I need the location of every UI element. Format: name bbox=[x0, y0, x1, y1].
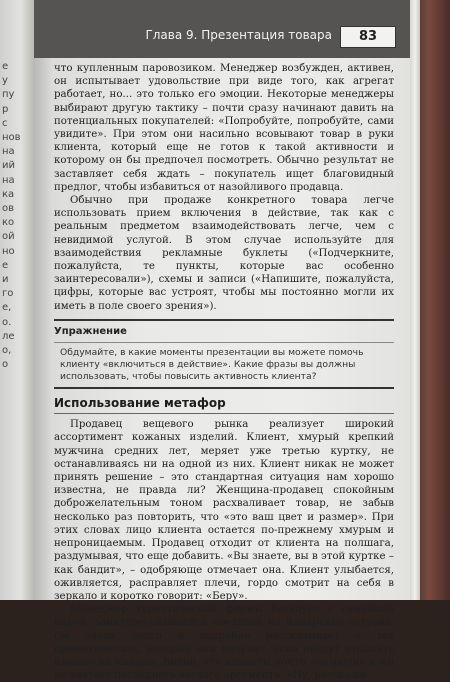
left-page-text-fragment: го bbox=[2, 288, 14, 300]
left-page-text-fragment: ка bbox=[2, 188, 15, 200]
left-page-text-fragment: но bbox=[2, 245, 15, 257]
left-page-text-fragment: о bbox=[2, 359, 9, 371]
left-page-text-fragment: о. bbox=[2, 316, 12, 328]
page-stack-edge bbox=[410, 0, 420, 600]
previous-page-edge bbox=[0, 0, 34, 600]
section-title: Использование метафор bbox=[54, 397, 394, 414]
left-page-text-fragment: на bbox=[2, 146, 15, 158]
paragraph: что купленным паровозиком. Менеджер возбужден, активен, он испытывает удовольствие при виде того, как агрегат работает, но... это только его эмоции. Некоторые менеджеры выбирают другую тактику – почти сразу начинают давить на потенциальных покупателей: «Попробуйте, попробуйте, сами увидите». При этом они насильно всовывают товар в руки клиента, который еще не готов к такой активности и которому он бы предпочел посмотреть. Обычно результат не заставляет себя ждать – покупатель ищет благовидный предлог, чтобы избавиться от назойливого продавца. bbox=[54, 63, 394, 193]
left-page-text-fragment: о, bbox=[2, 345, 12, 356]
left-page-text-fragment: на bbox=[2, 174, 15, 186]
page-header bbox=[34, 0, 410, 58]
left-page-text-fragment: ой bbox=[2, 231, 15, 243]
left-page-text-fragment: с bbox=[2, 117, 8, 129]
left-page-text-fragment: р bbox=[2, 103, 9, 115]
left-page-text-fragment: у bbox=[2, 75, 8, 87]
left-page-text-fragment: ов bbox=[2, 203, 15, 214]
left-page-text-fragment: е bbox=[2, 259, 9, 271]
page-number: 83 bbox=[340, 26, 396, 48]
exercise-label: Упражнение bbox=[54, 325, 127, 337]
paragraph: Менеджер туристической фирмы беседует с семейной парой, заинтересовавшейся поездкой на Канарские острова. Он очень долго и подробно рассказывает о тех преимуществах, которые они получат, если поедут отдыхать именно на Канары. Видно, что клиенты почти «созрели» и им не хватает последнего веского аргумента. «Ну, расскажи- bbox=[54, 604, 394, 682]
chapter-title: Глава 9. Презентация товара bbox=[145, 28, 332, 42]
exercise-box bbox=[54, 319, 394, 389]
left-page-text-fragment: ко bbox=[2, 217, 15, 229]
page-body bbox=[54, 62, 394, 682]
left-page-text-fragment: и bbox=[2, 274, 9, 285]
exercise-text: Обдумайте, в какие моменты презентации вы можете помочь клиенту «включиться в действие». Какие фразы вы должны использовать, чтобы повысить активность клиента? bbox=[54, 342, 394, 389]
left-page-text-fragment: пу bbox=[2, 89, 15, 101]
left-page-text-fragment: ле bbox=[2, 330, 15, 342]
book-cover-edge bbox=[420, 0, 450, 600]
left-page-text-fragment: е, bbox=[2, 302, 12, 314]
left-page-text-fragment: нов bbox=[2, 132, 21, 143]
paragraph: Продавец вещевого рынка реализует широкий ассортимент кожаных изделий. Клиент, хмурый крепкий мужчина средних лет, меряет уже третью куртку, не останавливаясь ни на одной из них. Клиент никак не может принять решение – это стандартная ситуация нам хорошо известна, не правда ли? Женщина-продавец спокойным доброжелательным тоном расхваливает товар, не забыв несколько раз повторить, что «это ваш цвет и размер». При этих словах лицо клиента остается по-прежнему хмурым и непроницаемым. Продавец отходит от клиента на полшага, раздумывая, что еще добавить. «Вы знаете, вы в этой куртке – как бандит», – одобряюще отмечает она. Клиент улыбается, оживляется, расправляет плечи, гордо смотрит на себя в зеркало и коротко говорит: «Беру». bbox=[54, 419, 394, 602]
left-page-text-fragment: ий bbox=[2, 160, 15, 172]
left-page-text-fragment: е bbox=[2, 61, 9, 72]
paragraph: Обычно при продаже конкретного товара легче использовать прием включения в действие, так как с реальным предметом взаимодействовать легче, чем с невидимой услугой. В этом случае используйте для взаимодействия рекламные буклеты («Подчеркните, пожалуйста, те пункты, которые вас особенно заинтересовали»), схемы и записи («Напишите, пожалуйста, цифры, которые вас устроят, чтобы мы постоянно могли их иметь в поле своего зрения»). bbox=[54, 195, 394, 312]
book-page bbox=[34, 0, 410, 682]
